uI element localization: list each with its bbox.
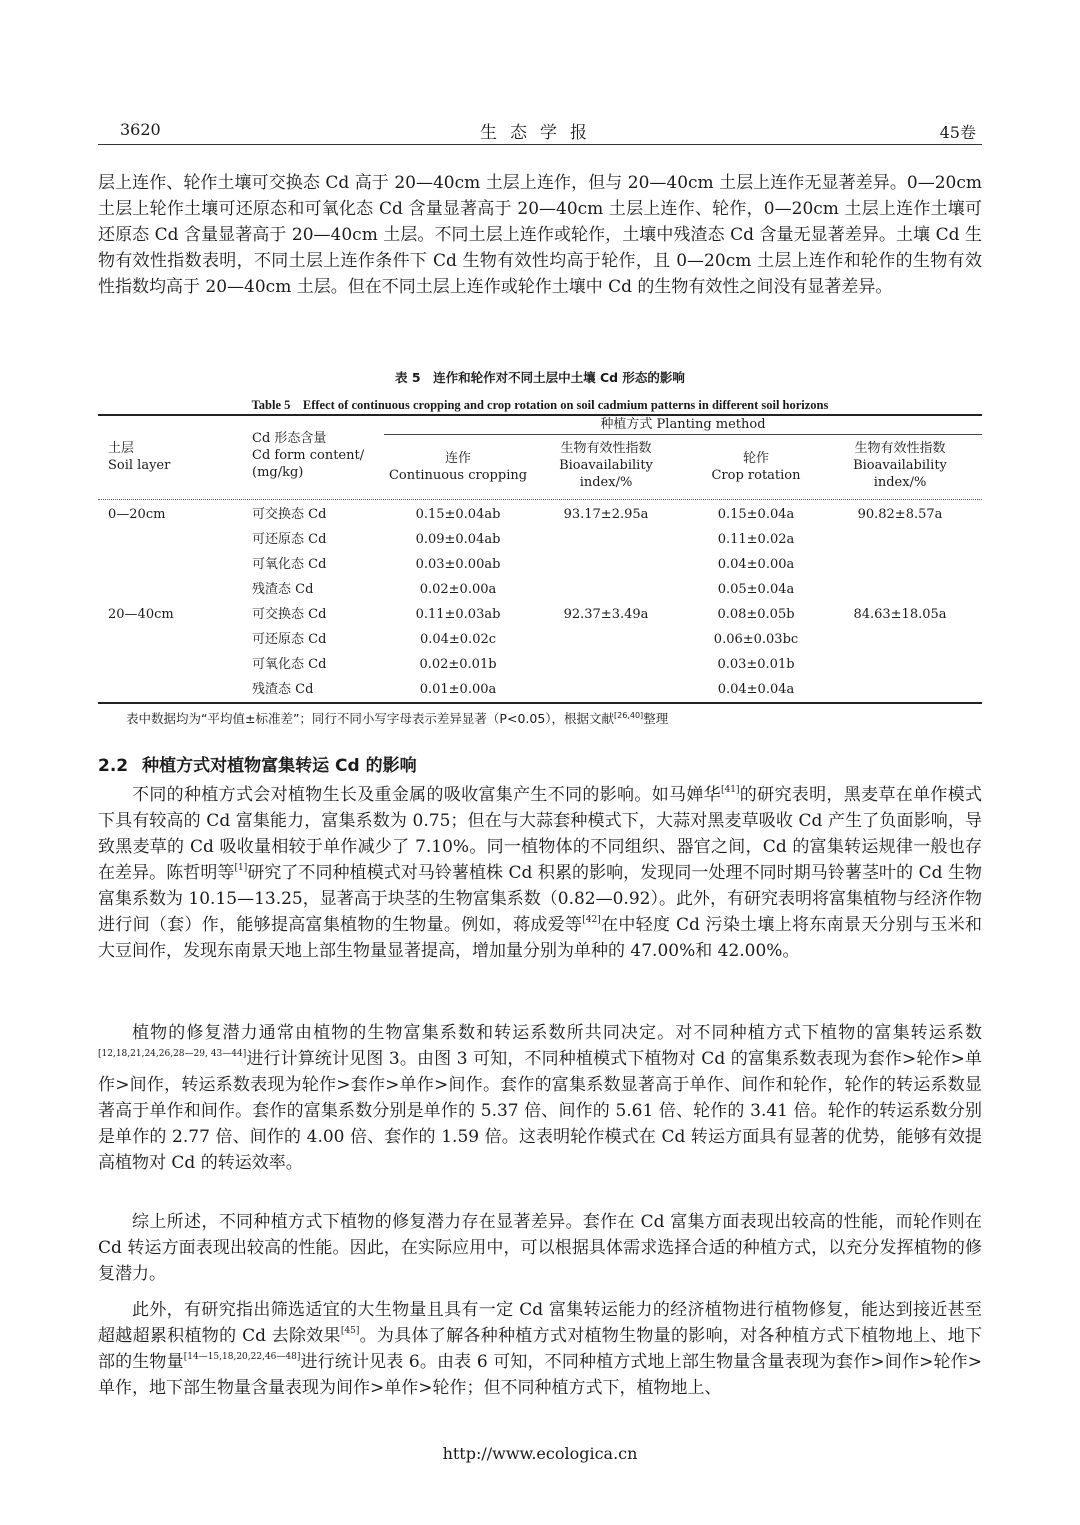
p1-text-a: 不同的种植方式会对植物生长及重金属的吸收富集产生不同的影响。如马婵华 bbox=[132, 785, 721, 805]
citation: [45] bbox=[340, 1326, 360, 1336]
head-rotation bbox=[686, 450, 826, 484]
cell-form: 残渣态 Cd bbox=[252, 682, 314, 697]
p1-text-d: 在中轻度 Cd 污染土壤上将东南景天分别与玉米和大豆间作，发现东南景天地上部生物量显著提高，增加量分别为单种的 47.00%和 42.00%。 bbox=[98, 915, 982, 961]
paragraph-top: 层上连作、轮作土壤可交换态 Cd 高于 20—40cm 土层上连作，但与 20—40cm 土层上连作无显著差异。0—20cm 土层上轮作土壤可还原态和可氧化态 Cd 含量显著高于 20—40cm 土层上连作、轮作，0—20cm 土层上连作土壤可还原态 Cd 含量显著高于 20—40cm 土层。不同土层上连作或轮作，土壤中残渣态 Cd 含量无显著差异。土壤 Cd 生物有效性指数表明，不同土层上连作条件下 Cd 生物有效性均高于轮作，且 0—20cm 土层上连作和轮作的生物有效性指数均高于 20—40cm 土层。但在不同土层上连作或轮作土壤中 Cd 的生物有效性之间没有显著差异。 bbox=[98, 173, 982, 297]
head-form-unit: (mg/kg) bbox=[252, 465, 304, 480]
head-bi2-zh: 生物有效性指数 bbox=[854, 441, 946, 456]
table-note bbox=[126, 709, 668, 727]
table-note-ref: [26,40] bbox=[614, 711, 644, 720]
page-header bbox=[98, 118, 982, 145]
page-number: 3620 bbox=[120, 120, 161, 139]
head-bi2-unit: index/% bbox=[873, 475, 927, 490]
head-layer-en: Soil layer bbox=[108, 458, 171, 473]
cell-continuous: 0.04±0.02c bbox=[419, 632, 497, 647]
section-heading bbox=[98, 751, 417, 776]
citation: [14—15,18,20,22,46—48] bbox=[183, 1352, 301, 1362]
cell-form: 可还原态 Cd bbox=[252, 632, 327, 647]
table-5 bbox=[98, 414, 982, 704]
p2-text-a: 植物的修复潜力通常由植物的生物富集系数和转运系数所共同决定。对不同种植方式下植物的富集转运系数 bbox=[132, 1023, 982, 1043]
head-bi1-en: Bioavailability bbox=[559, 458, 653, 473]
citation: [42] bbox=[582, 915, 601, 925]
cell-continuous: 0.02±0.01b bbox=[419, 657, 497, 672]
cell-bioavailability-1: 92.37±3.49a bbox=[563, 607, 649, 622]
journal-title: 生态学报 bbox=[480, 123, 600, 143]
cell-form: 可交换态 Cd bbox=[252, 507, 327, 522]
table-caption-zh: 表 5 连作和轮作对不同土层中土壤 Cd 形态的影响 bbox=[395, 370, 685, 385]
table-caption-en: Table 5 Effect of continuous cropping and crop rotation on soil cadmium patterns in different soil horizons bbox=[251, 398, 829, 412]
p1-text-c: 研究了不同种植模式对马铃薯植株 Cd 积累的影响，发现同一处理不同时期马铃薯茎叶的 Cd 生物富集系数为 10.15—13.25，显著高于块茎的生物富集系数（0.82—0.92）。此外，有研究表明将富集植物与经济作物进行间（套）作，能够提高富集植物的生物量。例如，蒋成爱等 bbox=[98, 863, 982, 935]
p1-text-b: 的研究表明，黑麦草在单作模式下具有较高的 Cd 富集能力，富集系数为 0.75；但在与大蒜套种模式下，大蒜对黑麦草吸收 Cd 产生了负面影响，导致黑麦草的 Cd 吸收量相较于单作减少了 7.10%。同一植物体的不同组织、器官之间，Cd 的富集转运规律一般也存在差异。陈哲明等 bbox=[98, 785, 983, 883]
cell-rotation: 0.04±0.00a bbox=[717, 557, 795, 572]
volume-label: 45卷 bbox=[939, 123, 976, 142]
cell-layer: 0—20cm bbox=[108, 507, 166, 522]
paragraph-4 bbox=[98, 1297, 982, 1401]
head-cc-en: Continuous cropping bbox=[388, 468, 528, 483]
p4-text-a: 此外，有研究指出筛选适宜的大生物量且具有一定 Cd 富集转运能力的经济植物进行植物修复，能达到接近甚至超越超累积植物的 Cd 去除效果 bbox=[98, 1300, 982, 1346]
section-number: 2.2 bbox=[98, 756, 129, 776]
cell-form: 可氧化态 Cd bbox=[252, 557, 327, 572]
cell-form: 可交换态 Cd bbox=[252, 607, 327, 622]
cell-continuous: 0.11±0.03ab bbox=[415, 607, 501, 622]
head-bi1-unit: index/% bbox=[579, 475, 633, 490]
head-bi2-en: Bioavailability bbox=[853, 458, 947, 473]
head-form bbox=[252, 430, 364, 481]
cell-rotation: 0.04±0.04a bbox=[717, 682, 795, 697]
cell-form: 残渣态 Cd bbox=[252, 582, 314, 597]
cell-rotation: 0.08±0.05b bbox=[717, 607, 795, 622]
paragraph-2 bbox=[98, 1020, 982, 1176]
table-group-rule bbox=[384, 434, 982, 435]
table-head-rule bbox=[98, 499, 982, 500]
section-title: 种植方式对植物富集转运 Cd 的影响 bbox=[142, 756, 417, 776]
cell-bioavailability-2: 84.63±18.05a bbox=[853, 607, 947, 622]
p4-text-c: 进行统计见表 6。由表 6 可知，不同种植方式地上部生物量含量表现为套作>间作>轮作>单作，地下部生物量含量表现为间作>单作>轮作；但不同种植方式下，植物地上、 bbox=[98, 1352, 983, 1398]
paragraph-1 bbox=[98, 782, 982, 964]
head-layer-zh: 土层 bbox=[108, 441, 135, 456]
head-bioavailability-2 bbox=[830, 440, 970, 491]
cell-continuous: 0.01±0.00a bbox=[419, 682, 497, 697]
cell-rotation: 0.06±0.03bc bbox=[713, 632, 799, 647]
head-bi1-zh: 生物有效性指数 bbox=[560, 441, 652, 456]
table-note-text: 表中数据均为“平均值±标准差”；同行不同小写字母表示差异显著（P<0.05），根据文献 bbox=[126, 711, 615, 726]
p2-text-b: 进行计算统计见图 3。由图 3 可知，不同种植模式下植物对 Cd 的富集系数表现为套作>轮作>单作>间作，转运系数表现为轮作>套作>单作>间作。套作的富集系数显著高于单作、间作和轮作，轮作的转运系数显著高于单作和间作。套作的富集系数分别是单作的 5.37 倍、间作的 5.61 倍、轮作的 3.41 倍。轮作的转运系数分别是单作的 2.77 倍、间作的 4.00 倍、套作的 1.59 倍。这表明轮作模式在 Cd 转运方面具有显著的优势，能够有效提高植物对 Cd 的转运效率。 bbox=[98, 1049, 982, 1173]
citation: [1] bbox=[234, 863, 248, 873]
cell-bioavailability-2: 90.82±8.57a bbox=[857, 507, 943, 522]
table-note-end: 整理 bbox=[643, 711, 669, 726]
cell-rotation: 0.03±0.01b bbox=[717, 657, 795, 672]
citation: [12,18,21,24,26,28—29, 43—44] bbox=[98, 1049, 247, 1059]
cell-bioavailability-1: 93.17±2.95a bbox=[563, 507, 649, 522]
head-cc-zh: 连作 bbox=[444, 451, 471, 466]
head-cr-zh: 轮作 bbox=[742, 451, 769, 466]
cell-form: 可还原态 Cd bbox=[252, 532, 327, 547]
cell-layer: 20—40cm bbox=[108, 607, 174, 622]
head-planting: 种植方式 Planting method bbox=[600, 417, 766, 432]
head-cr-en: Crop rotation bbox=[711, 468, 801, 483]
cell-continuous: 0.09±0.04ab bbox=[415, 532, 501, 547]
head-bioavailability-1 bbox=[536, 440, 676, 491]
cell-rotation: 0.05±0.04a bbox=[717, 582, 795, 597]
head-layer bbox=[108, 440, 170, 474]
cell-rotation: 0.15±0.04a bbox=[717, 507, 795, 522]
head-form-en: Cd form content/ bbox=[252, 448, 365, 463]
head-continuous bbox=[388, 450, 528, 484]
p4-text-b: 。为具体了解各种种植方式对植物生物量的影响，对各种植方式下植物地上、地下部的生物量 bbox=[98, 1326, 983, 1372]
cell-form: 可氧化态 Cd bbox=[252, 657, 327, 672]
citation: [41] bbox=[721, 785, 740, 795]
footer-url: http://www.ecologica.cn bbox=[442, 1444, 638, 1463]
paragraph-3: 综上所述，不同种植方式下植物的修复潜力存在显著差异。套作在 Cd 富集方面表现出较高的性能，而轮作则在 Cd 转运方面表现出较高的性能。因此，在实际应用中，可以根据具体需求选择合适的种植方式，以充分发挥植物的修复潜力。 bbox=[98, 1212, 982, 1284]
cell-continuous: 0.02±0.00a bbox=[419, 582, 497, 597]
cell-rotation: 0.11±0.02a bbox=[717, 532, 795, 547]
head-form-zh: Cd 形态含量 bbox=[252, 431, 327, 446]
cell-continuous: 0.15±0.04ab bbox=[415, 507, 501, 522]
table-bottom-rule bbox=[98, 702, 982, 704]
cell-continuous: 0.03±0.00ab bbox=[415, 557, 501, 572]
